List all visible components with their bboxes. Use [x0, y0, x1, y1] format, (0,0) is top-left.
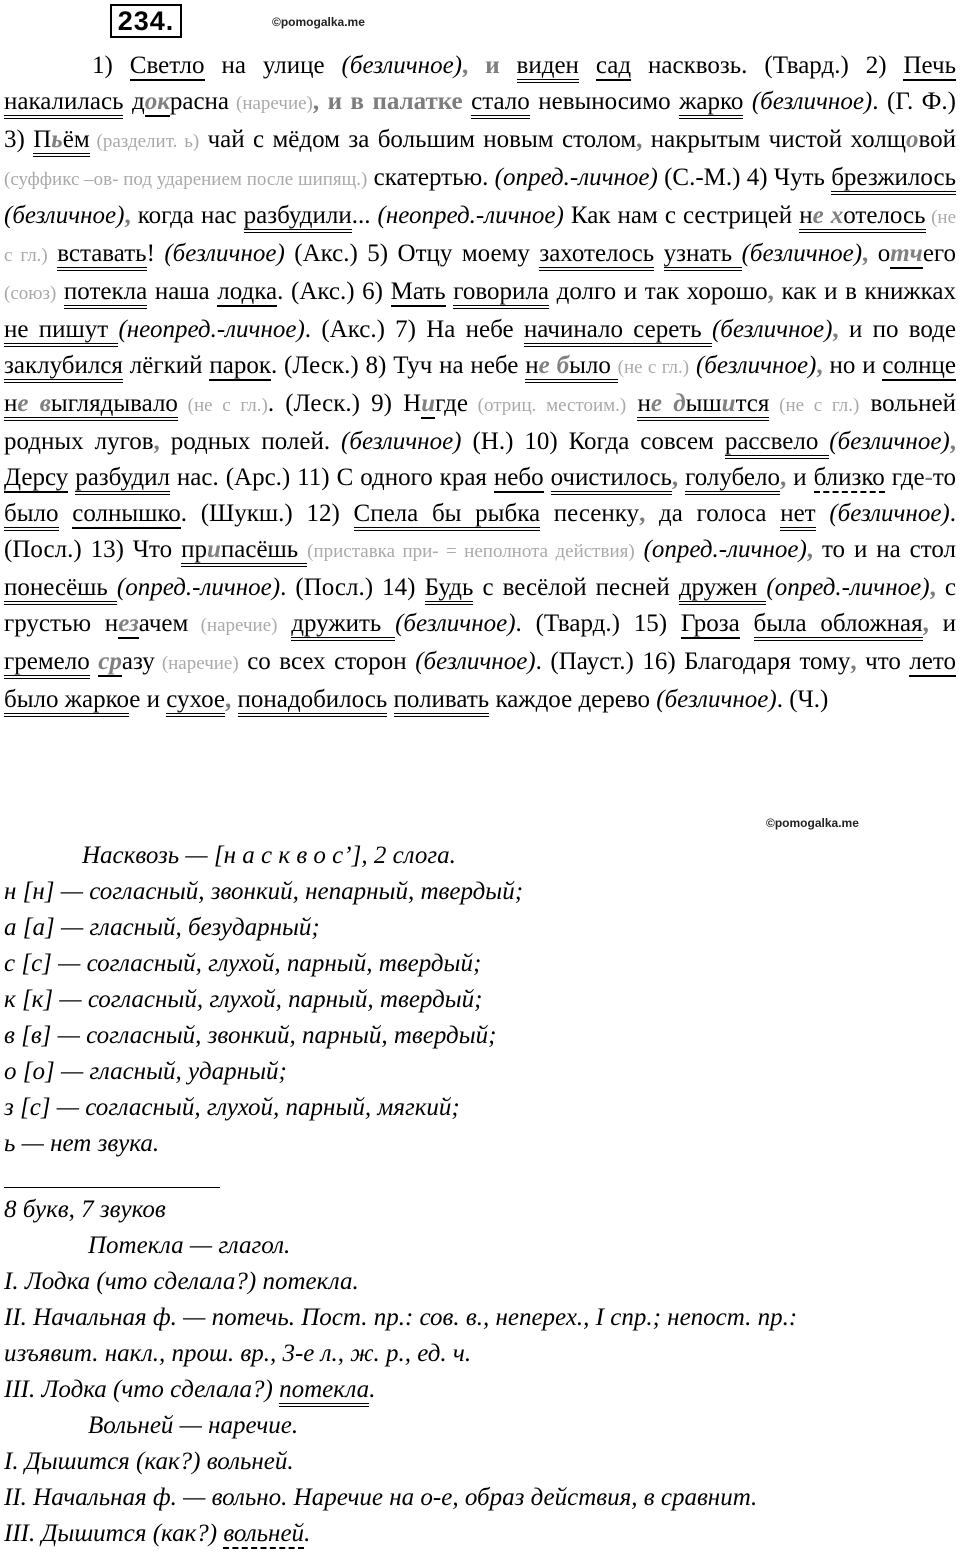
- spelling-note: (приставка при- = неполнота действия): [307, 541, 635, 562]
- exercise-paragraph: [4, 48, 956, 718]
- text: долго и так хорошо: [548, 278, 768, 305]
- predicate: вставать: [57, 240, 146, 271]
- text: ачем: [138, 610, 189, 637]
- predicate: [525, 352, 617, 383]
- predicate: была обложная: [754, 610, 923, 641]
- text: да голоса: [645, 500, 781, 527]
- spelling-mark: е: [538, 352, 550, 379]
- sentence-type: (безличное): [341, 52, 462, 79]
- comma: , и: [462, 52, 517, 79]
- analysis-line: ь — нет звука.: [4, 1130, 160, 1157]
- text: как и в книжках: [773, 278, 957, 305]
- predicate: [181, 536, 307, 567]
- comma: ,: [862, 240, 869, 267]
- text: н: [799, 202, 813, 229]
- predicate: говорила: [453, 278, 549, 309]
- subject: Светло: [129, 52, 205, 79]
- text: скатертью.: [367, 164, 495, 191]
- text: (Н.) 10) Когда совсем: [461, 428, 725, 455]
- text: н: [4, 390, 18, 417]
- spelling-mark: д: [673, 390, 686, 417]
- text: насквозь. (Твард.) 2): [631, 52, 904, 79]
- spelling-mark: и: [421, 390, 436, 417]
- text: о: [868, 240, 891, 267]
- text: азу: [121, 648, 155, 675]
- spelling-mark: ь: [51, 126, 63, 153]
- sentence-type: (безличное): [395, 610, 516, 637]
- sentence-type: (опред.-личное): [643, 536, 807, 563]
- morph-line: изъявит. накл., прош. вр., 3-е л., ж. р., ед. ч.: [4, 1340, 472, 1367]
- sentence-type: (безличное): [741, 240, 863, 267]
- text: [579, 52, 596, 79]
- analysis-line: к [к] — согласный, глухой, парный, твердый;: [4, 986, 483, 1013]
- comma: ,: [816, 352, 823, 379]
- text: . (Шукш.) 12): [180, 500, 354, 527]
- text: накрытым чистой холщ: [642, 126, 906, 153]
- spelling-note: (не с гл.): [769, 395, 860, 416]
- spelling-note: (не с гл.): [177, 395, 268, 416]
- text: ыш: [685, 390, 722, 417]
- analysis-line: с [с] — согласный, глухой, парный, твердый;: [4, 950, 482, 977]
- text: (Акс.) 5) Отцу моему: [284, 240, 540, 267]
- text: [816, 500, 830, 527]
- sentence-type: (неопред.-личное): [377, 202, 564, 229]
- text: тся: [735, 390, 770, 417]
- spelling-mark: тч: [890, 240, 923, 267]
- exercise-text: [4, 48, 956, 718]
- sentence-type: (безличное): [829, 428, 950, 455]
- predicate: разбудил: [75, 464, 170, 495]
- sentence-type: (безличное): [4, 202, 125, 229]
- sentence-type: (опред.-личное): [494, 164, 658, 191]
- text: [626, 390, 637, 417]
- text: отелось: [843, 202, 926, 229]
- text: песенку: [540, 500, 640, 527]
- text: . (Посл.) 14): [280, 574, 425, 601]
- text: . (Леск.) 8) Туч на небе: [270, 352, 526, 379]
- subject: солнышко: [72, 500, 181, 527]
- text: с грустью н: [4, 574, 956, 637]
- subject: Мать: [390, 278, 446, 305]
- spelling-note: (не с гл.): [4, 207, 957, 266]
- predicate: нет: [780, 500, 815, 531]
- text: . (Акс.) 6): [277, 278, 391, 305]
- comma: ,: [850, 648, 857, 675]
- text: [56, 278, 64, 305]
- comma: ,: [225, 686, 232, 713]
- text: [90, 648, 99, 675]
- text: е и: [129, 686, 167, 713]
- spelling-note: (наречие): [188, 615, 278, 636]
- morph-line: II. Начальная ф. — потечь. Пост. пр.: сов. в., неперех., I спр.; непост. пр.:: [4, 1304, 798, 1331]
- subject: Печь: [903, 52, 956, 79]
- sentence-type: (безличное): [751, 88, 873, 115]
- morph-line: II. Начальная ф. — вольно. Наречие на о-е, образ действия, в сравнит.: [4, 1484, 758, 1511]
- spelling-mark: в: [39, 390, 51, 417]
- spelling-mark: и: [721, 390, 736, 417]
- text: ...: [351, 202, 378, 229]
- text: . (Акс.) 7) На небе: [304, 316, 524, 343]
- comma: ,: [153, 428, 160, 455]
- morph-line: I. Дышится (как?) вольней.: [4, 1448, 294, 1475]
- text: д: [123, 88, 145, 115]
- text: что: [856, 648, 910, 675]
- comma: ,: [767, 278, 774, 305]
- circumstance: вольней: [223, 1520, 305, 1547]
- sentence-type: (безличное): [164, 240, 285, 267]
- morphology-analysis: [4, 1192, 954, 1552]
- sentence-type: (безличное): [415, 648, 536, 675]
- predicate: сухое: [166, 686, 225, 717]
- predicate: понадобилось: [238, 686, 388, 717]
- spelling-note: (не с гл.): [617, 357, 690, 378]
- text: [48, 240, 57, 267]
- subject: лодка: [217, 278, 278, 305]
- text: [635, 536, 644, 563]
- predicate: [4, 390, 178, 421]
- text: где: [435, 390, 468, 417]
- text: . (Леск.) 9) Н: [267, 390, 422, 417]
- spelling-mark: е: [17, 390, 29, 417]
- predicate: дружен: [679, 574, 767, 605]
- text: .: [304, 1520, 311, 1547]
- predicate: было: [4, 500, 59, 531]
- comma: ,: [124, 202, 131, 229]
- spelling-note: (наречие): [154, 653, 239, 674]
- text: (С.-М.) 4) Чуть: [657, 164, 832, 191]
- spelling-note: (суффикс –ов- под ударением после шипящ.): [4, 169, 368, 190]
- analysis-line: з [с] — согласный, глухой, парный, мягкий;: [4, 1094, 460, 1121]
- text: но и: [822, 352, 883, 379]
- spelling-mark: х: [830, 202, 844, 229]
- predicate: потекла: [279, 1376, 369, 1407]
- subject: лето: [909, 648, 956, 675]
- comma: ,: [832, 316, 839, 343]
- predicate: Спела бы рыбка: [354, 500, 541, 531]
- predicate: брезжилось: [831, 164, 956, 195]
- predicate: понесёшь: [4, 574, 117, 605]
- subject: солнце: [882, 352, 957, 379]
- predicate: заклубился: [4, 352, 123, 383]
- text: на улице: [204, 52, 342, 79]
- spelling-note: (союз): [4, 283, 57, 304]
- spelling-mark: ез: [118, 610, 139, 637]
- predicate: стало: [471, 88, 530, 119]
- text: нас. (Арс.) 11) С одного края: [169, 464, 494, 491]
- predicate: голубело: [685, 464, 780, 495]
- text: [544, 464, 551, 491]
- text: и по воде: [838, 316, 956, 343]
- text: лёгкий: [122, 352, 210, 379]
- spelling-mark: е: [650, 390, 662, 417]
- morph-title-2: Вольней — наречие.: [88, 1412, 299, 1439]
- text: . (Ч.): [776, 686, 829, 713]
- comma: ,: [949, 428, 956, 455]
- predicate: [799, 202, 925, 233]
- subject: сад: [595, 52, 632, 79]
- text: чай с мёдом за большим новым столом: [199, 126, 637, 153]
- text: . (Посл.) 13) Что: [4, 500, 957, 563]
- analysis-line: а [а] — гласный, безударный;: [4, 914, 320, 941]
- text: . (Г. Ф.) 3): [4, 88, 957, 153]
- text: и: [928, 610, 957, 637]
- predicate: очистилось: [551, 464, 672, 495]
- text: каждое дерево: [489, 686, 657, 713]
- text: с весёлой песней: [473, 574, 679, 601]
- spelling-mark: ср: [98, 648, 122, 675]
- text: [824, 202, 831, 229]
- text: III. Дышится (как?): [4, 1520, 224, 1547]
- analysis-line: в [в] — согласный, звонкий, парный, твердый;: [4, 1022, 497, 1049]
- text: вой: [918, 126, 957, 153]
- sentence-type: (опред.-личное): [116, 574, 281, 601]
- spelling-mark: е: [812, 202, 824, 229]
- spelling-mark: и: [206, 536, 221, 563]
- comma: ,: [929, 574, 936, 601]
- spelling-note: (отриц. местоим.): [467, 395, 627, 416]
- text: .: [369, 1376, 376, 1403]
- analysis-line: о [о] — гласный, ударный;: [4, 1058, 287, 1085]
- text: [654, 240, 663, 267]
- text: вольней родных лугов: [4, 390, 957, 455]
- text: Как нам с сестрицей: [563, 202, 800, 229]
- text: то и на стол: [813, 536, 956, 563]
- watermark-middle: ©pomogalka.me: [766, 816, 859, 830]
- text: расна: [169, 88, 230, 115]
- text: пасёшь: [220, 536, 308, 563]
- analysis-line: н [н] — согласный, звонкий, непарный, твердый;: [4, 878, 524, 905]
- spelling-note: (разделит. ь): [89, 131, 200, 152]
- predicate: поливать: [394, 686, 490, 717]
- sentence-type: (опред.-личное): [766, 574, 930, 601]
- text: [277, 610, 291, 637]
- predicate: было жарко: [4, 686, 129, 717]
- watermark-top: ©pomogalka.me: [272, 15, 365, 29]
- comma: ,: [636, 126, 643, 153]
- text: [231, 686, 237, 713]
- text: и: [786, 464, 814, 491]
- text: его: [922, 240, 957, 267]
- text: наша: [147, 278, 218, 305]
- predicate: узнать: [664, 240, 742, 271]
- text: невыносимо: [529, 88, 680, 115]
- comma: ,: [922, 610, 929, 637]
- sentence-type: (безличное): [656, 686, 777, 713]
- text: когда нас: [130, 202, 244, 229]
- exercise-number: 234.: [110, 4, 182, 38]
- subject: Гроза: [680, 610, 740, 637]
- predicate: захотелось: [539, 240, 654, 271]
- predicate: рассвело: [725, 428, 829, 459]
- text: [59, 500, 73, 527]
- text: [740, 610, 754, 637]
- sentence-type: (безличное): [341, 428, 462, 455]
- text: . (Твард.) 15): [515, 610, 681, 637]
- text: [550, 352, 557, 379]
- text: . (Пауст.) 16) Благодаря тому: [535, 648, 851, 675]
- text: ыло: [569, 352, 618, 379]
- circumstance: близко: [813, 464, 885, 491]
- sentence-type: (безличное): [711, 316, 833, 343]
- text: то: [932, 464, 957, 491]
- predicate: [33, 126, 89, 157]
- sentence-type: (безличное): [695, 352, 817, 379]
- morph-line: [4, 1516, 954, 1552]
- text: [29, 390, 40, 417]
- text: н: [525, 352, 539, 379]
- text: [662, 390, 673, 417]
- text: родных полей.: [159, 428, 342, 455]
- text: [387, 686, 393, 713]
- phonetic-analysis: [4, 838, 954, 1162]
- text: где: [884, 464, 925, 491]
- predicate: разбудили: [244, 202, 352, 233]
- letters-sounds-count: 8 букв, 7 звуков: [4, 1196, 166, 1223]
- sentence-type: (безличное): [829, 500, 950, 527]
- morph-line: [4, 1372, 954, 1408]
- morph-title-1: Потекла — глагол.: [88, 1232, 291, 1259]
- comma: ,: [806, 536, 814, 563]
- predicate: не пишут: [4, 316, 118, 347]
- predicate: накалилась: [4, 88, 123, 119]
- text: со всех сторон: [238, 648, 416, 675]
- comma: ,: [639, 500, 646, 527]
- sentence-type: (неопред.-личное): [118, 316, 305, 343]
- spelling-mark: ок: [144, 88, 170, 115]
- predicate: потекла: [64, 278, 147, 309]
- text: ыглядывало: [50, 390, 178, 417]
- comma: ,: [780, 464, 787, 491]
- predicate: жарко: [679, 88, 743, 119]
- comma: ,: [671, 464, 679, 491]
- divider: [4, 1187, 220, 1188]
- hyphen: -: [924, 464, 933, 491]
- predicate: дружить: [291, 610, 395, 641]
- predicate: начинало сереть: [524, 316, 712, 347]
- comma: , и в палатке: [312, 88, 472, 115]
- text: ём: [62, 126, 90, 153]
- predicate: гремело: [4, 648, 90, 679]
- text: 1): [92, 52, 130, 79]
- spelling-note: (наречие): [229, 93, 313, 114]
- analysis-title: Насквозь — [н а с к в о с’], 2 слога.: [82, 842, 456, 869]
- text: пр: [181, 536, 207, 563]
- text: [689, 352, 696, 379]
- subject: парок: [209, 352, 271, 379]
- subject: небо: [493, 464, 544, 491]
- spelling-mark: б: [556, 352, 570, 379]
- text: [743, 88, 751, 115]
- predicate: виден: [517, 52, 579, 83]
- predicate: [637, 390, 769, 421]
- text: !: [146, 240, 165, 267]
- text: н: [637, 390, 651, 417]
- subject: Дерсу: [4, 464, 69, 491]
- text: III. Лодка (что сделала?): [4, 1376, 280, 1403]
- predicate: Будь: [425, 574, 474, 605]
- morph-line: I. Лодка (что сделала?) потекла.: [4, 1268, 359, 1295]
- text: П: [33, 126, 52, 153]
- spelling-mark: о: [906, 126, 919, 153]
